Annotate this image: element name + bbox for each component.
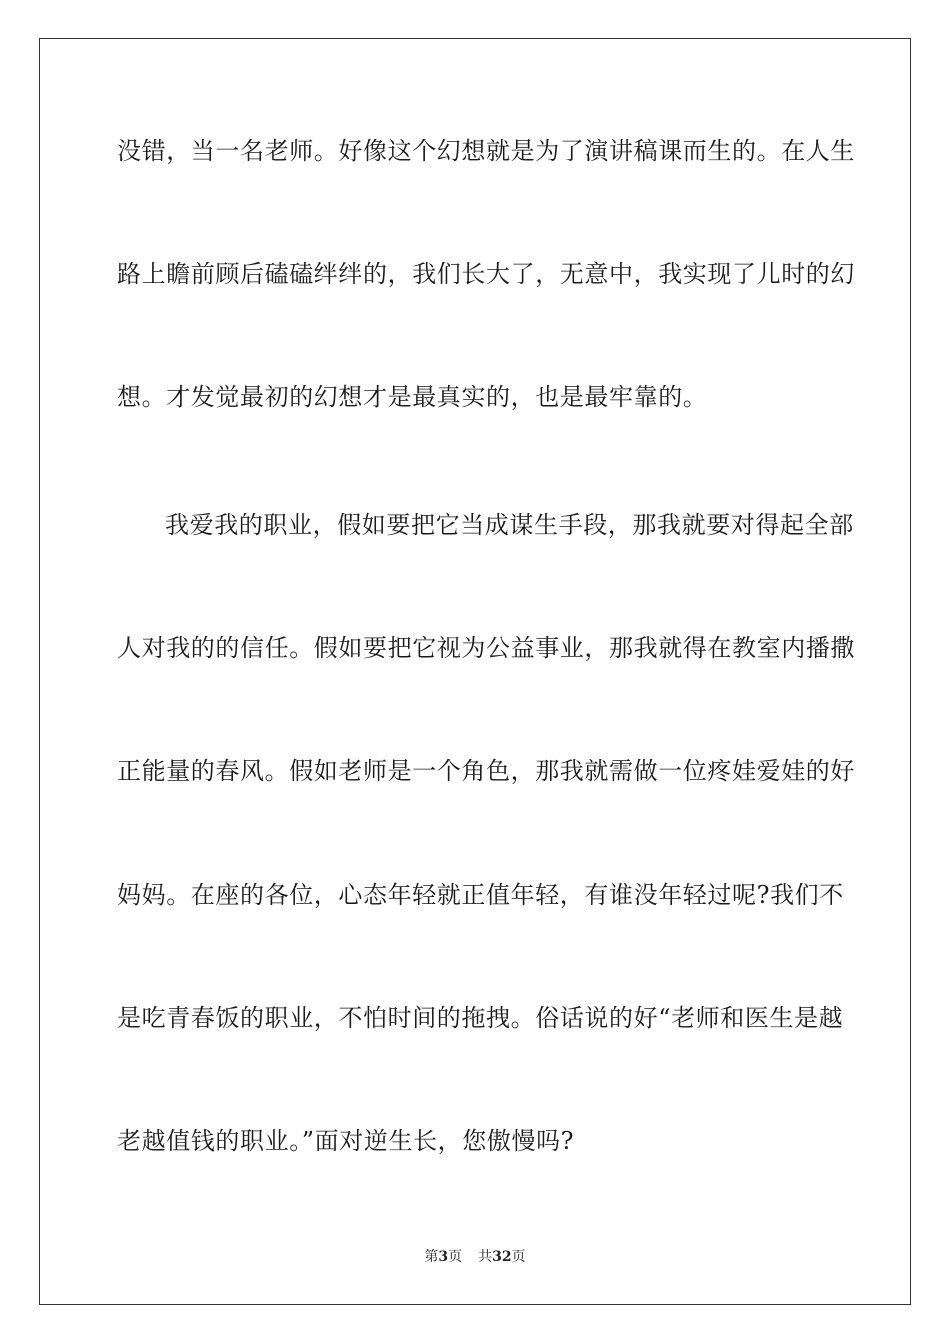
body-text-line-9: 老越值钱的职业。”面对逆生长，您傲慢吗? <box>117 1127 575 1155</box>
footer-page-prefix: 第 <box>424 1249 439 1265</box>
body-text-line-6: 正能量的春风。假如老师是一个角色，那我就需做一位疼娃爱娃的好 <box>117 757 855 785</box>
page-footer <box>0 1248 950 1266</box>
body-text-line-8: 是吃青春饭的职业，不怕时间的拖拽。俗话说的好“老师和医生是越 <box>117 1004 844 1032</box>
footer-total-suffix: 页 <box>511 1249 526 1265</box>
footer-page-number: 3 <box>438 1249 449 1265</box>
footer-page-suffix: 页 <box>448 1249 463 1265</box>
body-text-line-5: 人对我的的信任。假如要把它视为公益事业，那我就得在教室内播撒 <box>117 634 855 662</box>
footer-total-prefix: 共 <box>478 1249 493 1265</box>
body-text-line-7: 妈妈。在座的各位，心态年轻就正值年轻，有谁没年轻过呢?我们不 <box>117 881 844 909</box>
page-border <box>39 38 911 1305</box>
body-text-line-3: 想。才发觉最初的幻想才是最真实的，也是最牢靠的。 <box>117 383 708 411</box>
footer-total-pages: 32 <box>492 1249 512 1265</box>
body-text-line-1: 没错，当一名老师。好像这个幻想就是为了演讲稿课而生的。在人生 <box>117 137 855 165</box>
body-text-line-2: 路上瞻前顾后磕磕绊绊的，我们长大了，无意中，我实现了儿时的幻 <box>117 260 855 288</box>
body-text-line-4: 我爱我的职业，假如要把它当成谋生手段，那我就要对得起全部 <box>165 511 854 539</box>
